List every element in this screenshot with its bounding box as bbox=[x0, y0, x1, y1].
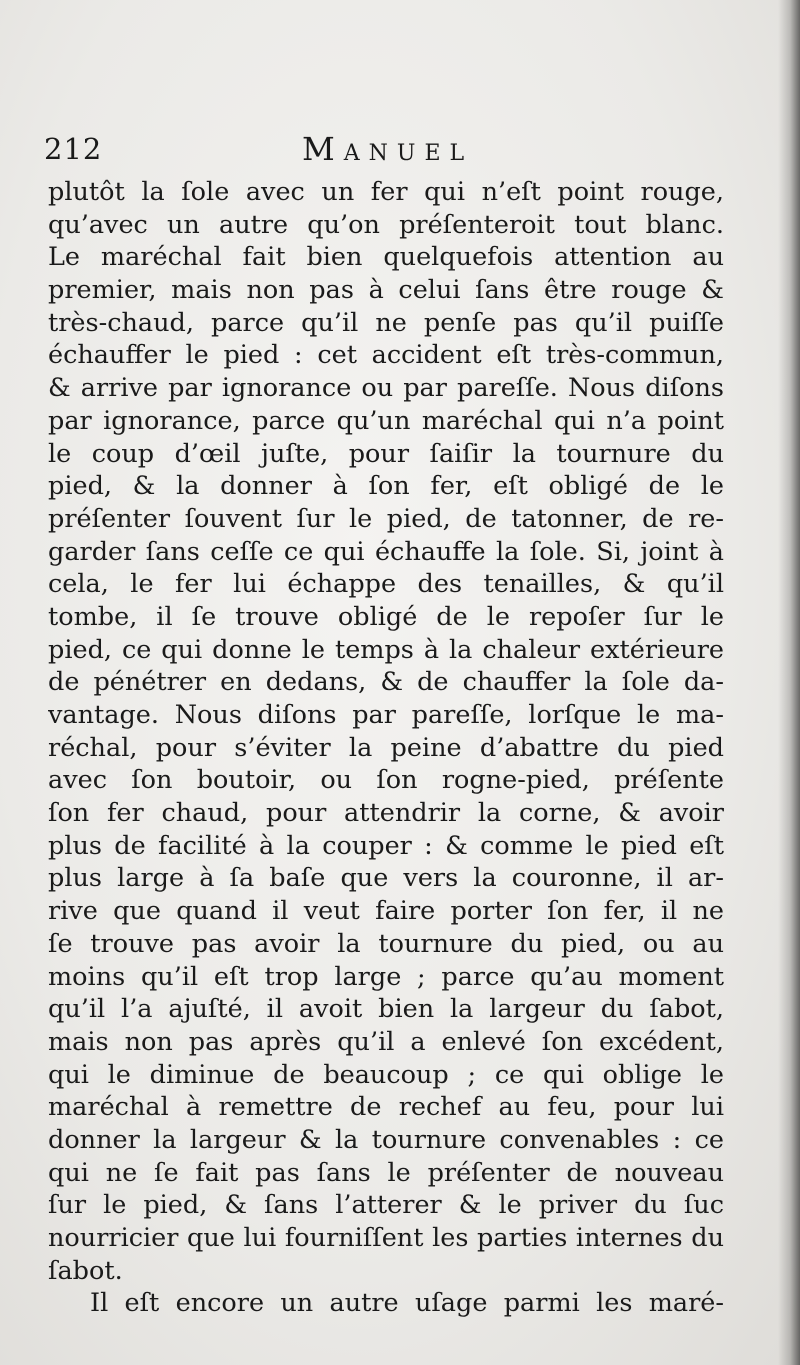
text-line: ſur le pied, & ſans l’atterer & le priver du ſuc bbox=[48, 1190, 724, 1221]
text-line: ſon fer chaud, pour attendrir la corne, & avoir bbox=[48, 798, 724, 829]
page-number: 212 bbox=[44, 132, 103, 166]
text-line: par ignorance, parce qu’un maréchal qui n’a point bbox=[48, 405, 724, 436]
gutter-shadow bbox=[778, 0, 800, 1365]
text-line: rive que quand il veut faire porter ſon fer, il ne bbox=[48, 896, 724, 927]
text-line: plus large à ſa baſe que vers la couronne, il ar- bbox=[48, 863, 724, 894]
text-line: plus de facilité à la couper : & comme le pied eſt bbox=[48, 830, 724, 861]
text-line: échauffer le pied : cet accident eſt très-commun, bbox=[48, 340, 724, 371]
text-line: très-chaud, parce qu’il ne penſe pas qu’il puiſſe bbox=[48, 307, 724, 338]
text-line: qui le diminue de beaucoup ; ce qui oblige le bbox=[48, 1059, 724, 1090]
text-line: donner la largeur & la tournure convenables : ce bbox=[48, 1124, 724, 1155]
text-line: pied, ce qui donne le temps à la chaleur extérieure bbox=[48, 634, 724, 665]
text-line: mais non pas après qu’il a enlevé ſon excédent, bbox=[48, 1026, 724, 1057]
text-line: cela, le fer lui échappe des tenailles, & qu’il bbox=[48, 569, 724, 600]
text-line: maréchal à remettre de rechef au feu, pour lui bbox=[48, 1092, 724, 1123]
text-line: pied, & la donner à ſon fer, eſt obligé de le bbox=[48, 471, 724, 502]
text-line: premier, mais non pas à celui ſans être rouge & bbox=[48, 275, 724, 306]
text-line: avec ſon boutoir, ou ſon rogne-pied, préſente bbox=[48, 765, 724, 796]
text-line: Le maréchal fait bien quelquefois attention au bbox=[48, 242, 724, 273]
text-line: vantage. Nous diſons par pareſſe, lorſque le ma- bbox=[48, 700, 724, 730]
text-line: qu’avec un autre qu’on préſenteroit tout blanc. bbox=[48, 209, 724, 240]
text-line: qui ne ſe fait pas ſans le préſenter de nouveau bbox=[48, 1157, 724, 1188]
text-line: réchal, pour s’éviter la peine d’abattre du pied bbox=[48, 732, 724, 763]
text-line: de pénétrer en dedans, & de chauffer la ſole da- bbox=[48, 667, 724, 698]
page-header bbox=[44, 130, 724, 170]
text-line: qu’il l’a ajuſté, il avoit bien la largeur du ſabot, bbox=[48, 994, 724, 1025]
text-line: tombe, il ſe trouve obligé de le repoſer ſur le bbox=[48, 601, 724, 632]
text-line: garder ſans ceſſe ce qui échauffe la ſole. Si, joint à bbox=[48, 536, 724, 567]
paragraph-start-line: Il eſt encore un autre uſage parmi les maré- bbox=[90, 1288, 724, 1319]
body-text bbox=[48, 176, 724, 1320]
text-line: nourricier que lui fourniſſent les parties internes du bbox=[48, 1223, 724, 1253]
text-line: préſenter ſouvent ſur le pied, de tatonner, de re- bbox=[48, 503, 724, 534]
text-line: moins qu’il eſt trop large ; parce qu’au moment bbox=[48, 961, 724, 992]
running-title: Manuel bbox=[302, 130, 474, 168]
text-line: le coup d’œil juſte, pour ſaiſir la tournure du bbox=[48, 438, 724, 469]
paragraph-end-line: ſabot. bbox=[48, 1255, 123, 1286]
text-line: & arrive par ignorance ou par pareſſe. Nous diſons bbox=[48, 373, 724, 404]
text-line: ſe trouve pas avoir la tournure du pied, ou au bbox=[48, 928, 724, 959]
text-line: plutôt la ſole avec un fer qui n’eſt point rouge, bbox=[48, 177, 724, 207]
